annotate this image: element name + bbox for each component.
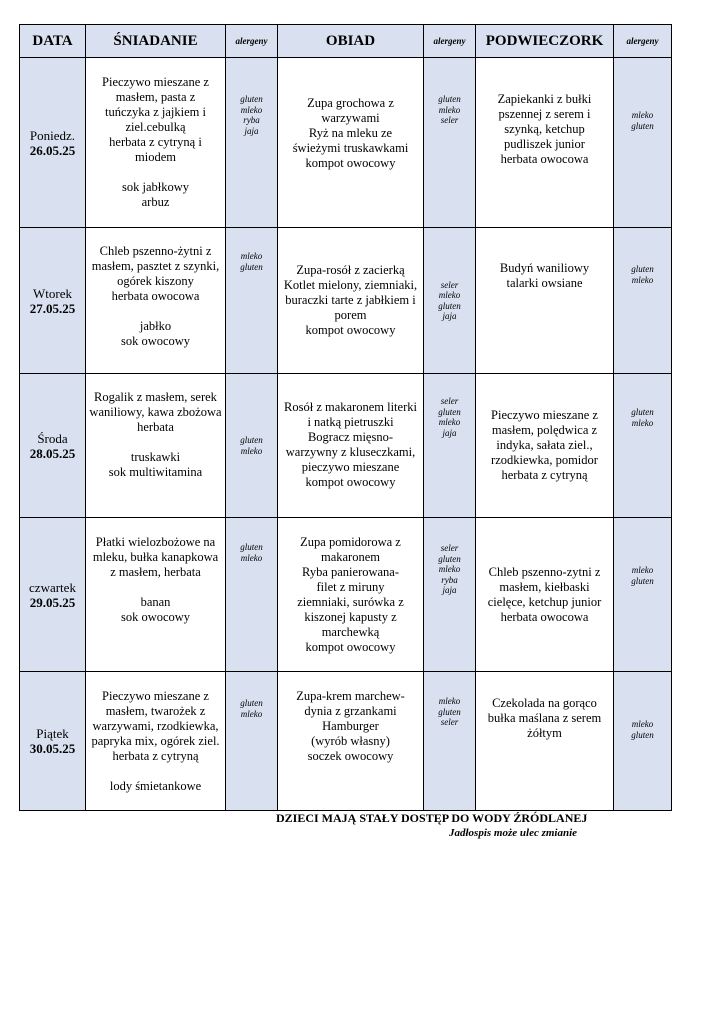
menu-line: kiszonej kapusty z (304, 610, 397, 624)
menu-line: herbata z cytryną i (109, 135, 202, 149)
menu-line: Ryba panierowana- (301, 565, 400, 579)
menu-line: Pieczywo mieszane z (102, 689, 209, 703)
menu-line: cielęce, ketchup junior (487, 594, 602, 609)
menu-line: mleko (631, 719, 654, 729)
menu-line: warzywami (321, 111, 380, 125)
menu-line: Pieczywo mieszane z (102, 75, 209, 89)
menu-line: warzywny z kluseczkami, (285, 445, 416, 459)
day-row (20, 672, 672, 811)
menu-line: gluten (240, 542, 263, 552)
menu-line: mleko (240, 445, 263, 456)
menu-line: gluten (631, 729, 654, 740)
menu-line: truskawki (130, 450, 181, 464)
menu-line: (wyrób własny) (311, 734, 390, 748)
menu-line: mleko (631, 274, 654, 285)
menu-line: żółtym (527, 726, 562, 740)
menu-line: gluten (240, 435, 263, 445)
date-cell (20, 58, 86, 228)
menu-line: lody śmietankowe (109, 779, 202, 793)
menu-line: herbata z cytryną (112, 749, 199, 763)
menu-line: seler (440, 396, 459, 406)
menu-line: mleko (631, 565, 654, 575)
menu-line: jaja (442, 311, 457, 321)
header-date: DATA (20, 25, 86, 58)
menu-line: dynia z grzankami (304, 704, 397, 718)
blank-line (86, 435, 225, 450)
menu-line: sok owocowy (120, 610, 191, 624)
breakfast-allergens-cell (226, 58, 278, 228)
menu-line: i natką pietruszki (307, 415, 394, 429)
snack-cell (476, 58, 614, 228)
breakfast-cell (86, 228, 226, 374)
menu-line: seler (440, 279, 459, 290)
menu-line: z masłem, herbata (110, 565, 201, 579)
menu-line: ryba (441, 574, 458, 585)
menu-line: Pieczywo mieszane z (491, 408, 598, 422)
menu-line: soczek owocowy (307, 749, 394, 763)
header-row (20, 25, 672, 58)
day-date: 30.05.25 (29, 741, 76, 756)
snack-cell (476, 672, 614, 811)
menu-line: gluten (438, 553, 461, 564)
menu-line: gluten (631, 120, 654, 131)
menu-line: Rogalik z masłem, serek (94, 390, 217, 404)
lunch-allergens-cell (424, 518, 476, 672)
menu-line: Ryż na mleku ze (308, 126, 393, 140)
header-lunch: OBIAD (278, 25, 424, 58)
menu-line: mleko (438, 696, 461, 706)
menu-line: Zupa pomidorowa z (300, 535, 401, 549)
menu-line: seler (440, 115, 459, 125)
menu-line: pszennej z serem i (498, 107, 591, 121)
date-cell (20, 228, 86, 374)
menu-line: herbata (137, 420, 174, 434)
menu-line: gluten (240, 94, 263, 104)
lunch-cell (278, 518, 424, 672)
header-breakfast: ŚNIADANIE (86, 25, 226, 58)
menu-line: mleko (240, 251, 263, 261)
menu-line: Rosół z makaronem literki (284, 400, 417, 414)
snack-cell (476, 228, 614, 374)
menu-line: kompot owocowy (305, 640, 396, 654)
menu-line: seler (440, 717, 459, 727)
menu-line: tuńczyka z jajkiem i (104, 105, 206, 119)
menu-line: makaronem (320, 550, 380, 564)
menu-line: rzodkiewka, pomidor (491, 453, 598, 467)
lunch-cell (278, 374, 424, 518)
date-cell (20, 374, 86, 518)
menu-line: kompot owocowy (305, 156, 396, 170)
water-notice: DZIECI MAJĄ STAŁY DOSTĘP DO WODY ŹRÓDLANEJ (276, 811, 588, 825)
menu-line: mleko (240, 552, 263, 563)
menu-line: masłem, twarożek z (105, 704, 206, 718)
menu-line: masłem, pasta z (115, 90, 196, 104)
menu-line: miodem (135, 150, 176, 164)
lunch-allergens-cell (424, 672, 476, 811)
snack-cell (476, 518, 614, 672)
breakfast-cell (86, 374, 226, 518)
menu-line: masłem, polędwica z (491, 423, 598, 437)
menu-line: jaja (442, 585, 457, 595)
menu-line: Zupa-krem marchew- (296, 689, 405, 703)
lunch-cell (278, 228, 424, 374)
menu-line: gluten (438, 94, 461, 104)
blank-line (86, 764, 225, 779)
day-row (20, 518, 672, 672)
lunch-cell (278, 672, 424, 811)
date-cell (20, 672, 86, 811)
menu-change-note: Jadłospis może ulec zmianie (449, 827, 578, 839)
menu-line: mleko (631, 110, 654, 120)
menu-line: Zupa grochowa z (307, 96, 394, 110)
menu-line: Płatki wielozbożowe na (95, 535, 216, 549)
menu-line: Bogracz mięsno- (307, 430, 394, 444)
menu-line: kompot owocowy (305, 475, 396, 489)
breakfast-allergens-cell (226, 672, 278, 811)
menu-line: mleko (438, 417, 461, 427)
menu-line: talarki owsiane (506, 276, 583, 290)
menu-line: arbuz (141, 195, 170, 209)
menu-line: sok owocowy (120, 334, 191, 348)
header-allergens-lunch: alergeny (424, 25, 476, 58)
lunch-cell (278, 58, 424, 228)
day-name: Wtorek (33, 285, 72, 301)
menu-line: jaja (244, 125, 259, 136)
menu-line: ziel.cebulką (125, 120, 186, 134)
menu-line: pudliszek junior (504, 137, 585, 151)
breakfast-cell (86, 518, 226, 672)
day-name: czwartek (29, 579, 76, 595)
menu-line: gluten (438, 300, 461, 311)
blank-line (86, 165, 225, 180)
menu-line: ryba (243, 115, 260, 125)
menu-line: buraczki tarte z jabłkiem i (285, 293, 416, 307)
lunch-allergens-cell (424, 374, 476, 518)
menu-line: ziemniaki, surówka z (297, 595, 404, 609)
snack-allergens-cell (614, 672, 672, 811)
day-date: 28.05.25 (29, 445, 76, 461)
menu-line: kompot owocowy (305, 323, 396, 337)
snack-allergens-cell (614, 58, 672, 228)
menu-line: porem (334, 308, 367, 322)
menu-line: marchewką (321, 625, 380, 639)
menu-line: bułka maślana z serem (487, 711, 602, 725)
menu-line: masłem, kiełbaski (499, 579, 590, 594)
day-name: Piątek (36, 726, 69, 741)
day-date: 29.05.25 (29, 594, 76, 610)
lunch-allergens-cell (424, 228, 476, 374)
blank-line (86, 580, 225, 595)
breakfast-allergens-cell (226, 518, 278, 672)
menu-line: gluten (631, 575, 654, 586)
menu-line: seler (440, 543, 459, 553)
day-row (20, 58, 672, 228)
menu-line: gluten (438, 706, 461, 717)
menu-line: herbata owocowa (500, 152, 589, 166)
menu-line: ogórek kiszony (117, 274, 194, 288)
menu-line: herbata z cytryną (501, 468, 588, 482)
menu-line: mleko (438, 290, 461, 300)
menu-line: warzywami, rzodkiewka, (92, 719, 219, 733)
menu-line: mleko (631, 417, 654, 428)
breakfast-allergens-cell (226, 228, 278, 374)
menu-line: mleko (438, 564, 461, 574)
menu-line: gluten (631, 264, 654, 274)
menu-line: szynką, ketchup (504, 122, 585, 136)
menu-line: Chleb pszenno-zytni z (488, 564, 601, 579)
menu-line: gluten (240, 698, 263, 708)
snack-allergens-cell (614, 518, 672, 672)
menu-line: masłem, pasztet z szynki, (91, 259, 220, 273)
menu-line: pieczywo mieszane (301, 460, 400, 474)
menu-line: mleko (240, 708, 263, 719)
menu-line: gluten (438, 406, 461, 417)
weekly-menu-table (19, 24, 672, 811)
menu-line: Chleb pszenno-żytni z (99, 244, 212, 258)
menu-line: mleko (240, 104, 263, 115)
day-name: Środa (37, 430, 68, 446)
menu-line: indyka, sałata ziel., (496, 438, 593, 452)
menu-line: jaja (442, 427, 457, 438)
menu-line: świeżymi truskawkami (292, 141, 409, 155)
menu-line: Zupa-rosół z zacierką (296, 263, 405, 277)
day-date: 26.05.25 (29, 142, 76, 158)
header-allergens-breakfast: alergeny (226, 25, 278, 58)
snack-allergens-cell (614, 374, 672, 518)
menu-line: herbata owocowa (111, 289, 200, 303)
menu-line: Zapiekanki z bułki (497, 92, 592, 106)
breakfast-allergens-cell (226, 374, 278, 518)
menu-line: Hamburger (322, 719, 379, 733)
menu-line: sok jabłkowy (121, 180, 189, 194)
menu-line: gluten (631, 407, 654, 417)
menu-line: Budyń waniliowy (499, 261, 590, 275)
day-row (20, 228, 672, 374)
header-snack: PODWIECZORK (476, 25, 614, 58)
menu-line: waniliowy, kawa zbożowa (89, 405, 222, 419)
menu-line: mleku, bułka kanapkowa (92, 550, 219, 564)
menu-line: mleko (438, 104, 461, 115)
breakfast-cell (86, 58, 226, 228)
menu-body (20, 58, 672, 811)
header-allergens-snack: alergeny (614, 25, 672, 58)
menu-line: sok multiwitamina (108, 465, 203, 479)
menu-line: papryka mix, ogórek ziel. (91, 734, 220, 748)
day-date: 27.05.25 (29, 300, 76, 316)
breakfast-cell (86, 672, 226, 811)
menu-line: Czekolada na gorąco (492, 696, 597, 710)
menu-line: herbata owocowa (500, 609, 589, 624)
menu-line: gluten (240, 261, 263, 272)
snack-allergens-cell (614, 228, 672, 374)
menu-line: jabłko (139, 319, 172, 333)
menu-line: filet z miruny (316, 580, 385, 594)
day-row (20, 374, 672, 518)
lunch-allergens-cell (424, 58, 476, 228)
date-cell (20, 518, 86, 672)
day-name: Poniedz. (29, 127, 76, 143)
menu-line: banan (140, 595, 171, 609)
snack-cell (476, 374, 614, 518)
menu-line: Kotlet mielony, ziemniaki, (283, 278, 418, 292)
blank-line (86, 304, 225, 319)
